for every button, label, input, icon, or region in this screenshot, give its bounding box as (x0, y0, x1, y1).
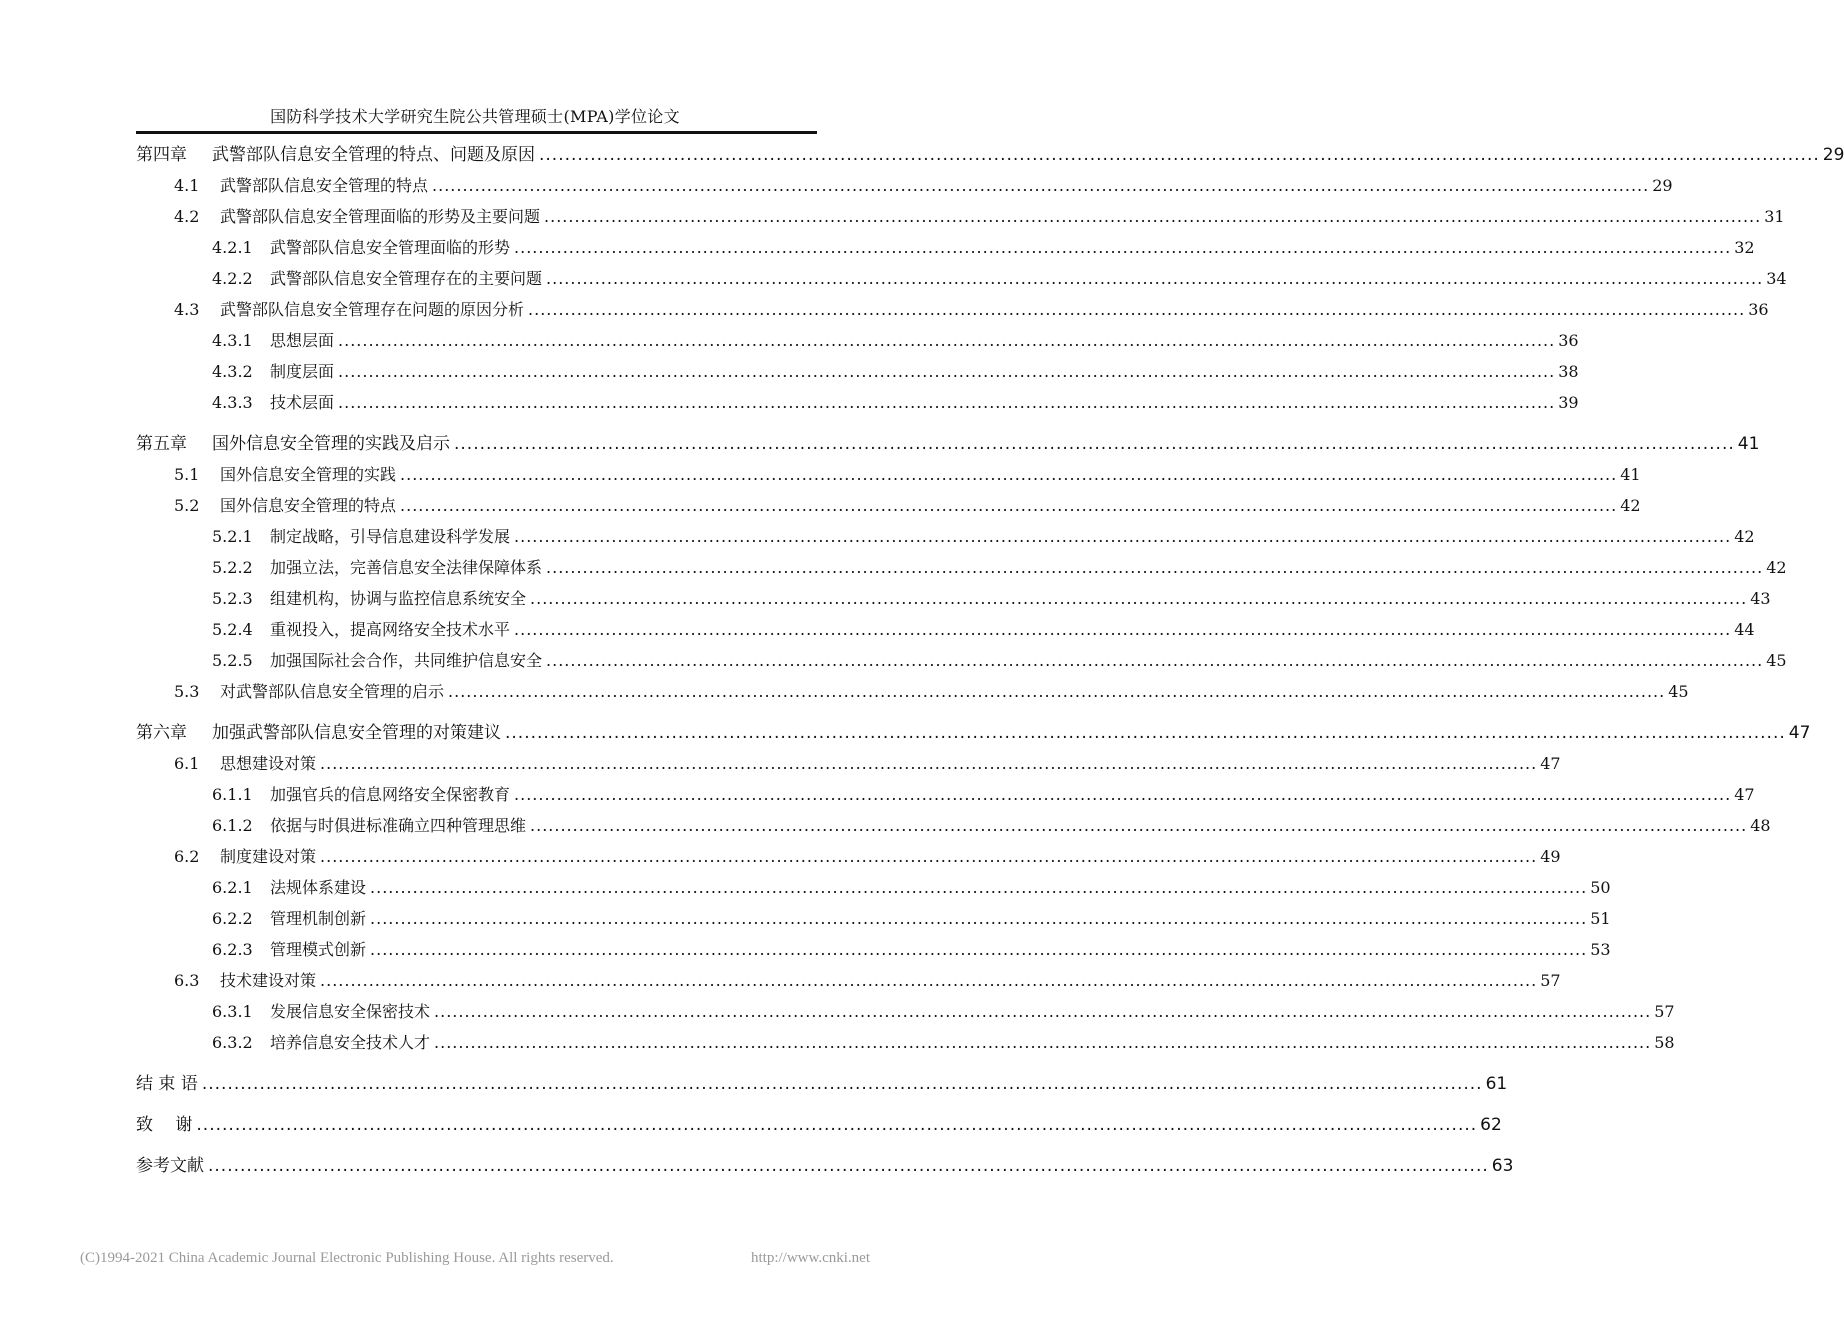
toc-entry[interactable] (212, 360, 1579, 384)
dot-leader: ........................................................................................................................................................................................................ (514, 527, 1732, 546)
toc-entry[interactable] (212, 1031, 1675, 1055)
copyright-notice: (C)1994-2021 China Academic Journal Electronic Publishing House. All rights reserved. (80, 1250, 614, 1266)
toc-entry[interactable] (212, 649, 1787, 673)
toc-entry-title: 管理模式创新 (270, 940, 367, 959)
toc-entry[interactable] (212, 267, 1787, 291)
toc-entry-title: 制度建设对策 (220, 847, 317, 866)
toc-entry-number: 5.1 (174, 465, 200, 484)
toc-entry[interactable] (212, 1000, 1675, 1024)
toc-entry[interactable] (212, 587, 1771, 611)
toc-entry[interactable] (136, 721, 1811, 745)
toc-entry[interactable] (136, 1154, 1514, 1178)
toc-entry-number: 第六章 (136, 723, 187, 743)
toc-entry-number: 5.2.2 (212, 558, 253, 577)
dot-leader: ........................................................................................................................................................................................................ (514, 620, 1732, 639)
toc-entry-page: 57 (1654, 1002, 1675, 1021)
dot-leader: ........................................................................................................................................................................................................ (505, 723, 1786, 743)
dot-leader: ........................................................................................................................................................................................................ (528, 300, 1746, 319)
toc-entry-page: 47 (1540, 754, 1561, 773)
toc-entry-title: 思想建设对策 (220, 754, 317, 773)
toc-entry[interactable] (174, 969, 1561, 993)
toc-entry[interactable] (212, 783, 1755, 807)
toc-entry-page: 49 (1540, 847, 1561, 866)
toc-entry-title: 依据与时俱进标准确立四种管理思维 (270, 816, 527, 835)
toc-entry-title: 对武警部队信息安全管理的启示 (220, 682, 445, 701)
toc-entry-page: 31 (1764, 207, 1785, 226)
toc-entry-title: 培养信息安全技术人才 (270, 1033, 431, 1052)
toc-entry[interactable] (174, 845, 1561, 869)
toc-entry[interactable] (212, 236, 1755, 260)
dot-leader: ........................................................................................................................................................................................................ (454, 434, 1735, 454)
toc-entry-number: 4.3 (174, 300, 200, 319)
dot-leader: ........................................................................................................................................................................................................ (434, 1002, 1652, 1021)
toc-entry-page: 41 (1620, 465, 1641, 484)
toc-entry[interactable] (174, 174, 1673, 198)
toc-entry-title: 法规体系建设 (270, 878, 367, 897)
dot-leader: ........................................................................................................................................................................................................ (544, 207, 1762, 226)
toc-entry-page: 45 (1766, 651, 1787, 670)
toc-entry-number: 第四章 (136, 145, 187, 165)
toc-entry-number: 4.2.1 (212, 238, 253, 257)
toc-entry-title: 发展信息安全保密技术 (270, 1002, 431, 1021)
dot-leader: ........................................................................................................................................................................................................ (338, 362, 1556, 381)
toc-entry-page: 38 (1558, 362, 1579, 381)
toc-entry-number: 5.2.1 (212, 527, 253, 546)
toc-entry[interactable] (174, 298, 1769, 322)
toc-entry-page: 41 (1737, 434, 1760, 454)
toc-entry-number: 6.1.2 (212, 816, 253, 835)
dot-leader: ........................................................................................................................................................................................................ (530, 589, 1748, 608)
toc-entry-number: 6.1 (174, 754, 200, 773)
toc-entry-page: 42 (1766, 558, 1787, 577)
toc-entry-number: 6.1.1 (212, 785, 253, 804)
toc-entry-page: 44 (1734, 620, 1755, 639)
dot-leader: ........................................................................................................................................................................................................ (546, 269, 1764, 288)
toc-entry-page: 62 (1480, 1115, 1502, 1135)
dot-leader: ........................................................................................................................................................................................................ (338, 393, 1556, 412)
toc-entry-number: 5.2.3 (212, 589, 253, 608)
dot-leader: ........................................................................................................................................................................................................ (370, 909, 1588, 928)
toc-entry-page: 36 (1748, 300, 1769, 319)
toc-entry-page: 57 (1540, 971, 1561, 990)
toc-entry-number: 4.2 (174, 207, 200, 226)
toc-entry-title: 加强官兵的信息网络安全保密教育 (270, 785, 511, 804)
toc-entry[interactable] (212, 525, 1755, 549)
toc-entry-title: 加强立法，完善信息安全法律保障体系 (270, 558, 543, 577)
toc-entry-number: 6.2 (174, 847, 200, 866)
toc-entry-number: 6.3.2 (212, 1033, 253, 1052)
toc-entry-page: 47 (1788, 723, 1811, 743)
toc-entry-title: 国外信息安全管理的实践 (220, 465, 397, 484)
toc-entry-page: 58 (1654, 1033, 1675, 1052)
toc-entry-number: 4.2.2 (212, 269, 253, 288)
toc-entry-title: 技术建设对策 (220, 971, 317, 990)
toc-entry-title: 武警部队信息安全管理的特点、问题及原因 (212, 145, 535, 165)
toc-entry-title: 武警部队信息安全管理存在问题的原因分析 (220, 300, 525, 319)
toc-entry-title: 武警部队信息安全管理面临的形势 (270, 238, 511, 257)
toc-entry-number: 6.2.2 (212, 909, 253, 928)
toc-entry-title: 加强武警部队信息安全管理的对策建议 (212, 723, 501, 743)
toc-entry-number: 6.3 (174, 971, 200, 990)
toc-entry-title: 制定战略，引导信息建设科学发展 (270, 527, 511, 546)
toc-entry[interactable] (174, 752, 1561, 776)
source-url: http://www.cnki.net (750, 1250, 870, 1266)
dot-leader: ........................................................................................................................................................................................................ (370, 940, 1588, 959)
dot-leader: ........................................................................................................................................................................................................ (546, 651, 1764, 670)
dot-leader: ........................................................................................................................................................................................................ (546, 558, 1764, 577)
toc-entry-page: 48 (1750, 816, 1771, 835)
toc-entry[interactable] (212, 556, 1787, 580)
toc-entry-title: 组建机构，协调与监控信息系统安全 (270, 589, 527, 608)
toc-entry-page: 39 (1558, 393, 1579, 412)
running-header: 国防科学技术大学研究生院公共管理硕士(MPA)学位论文 (270, 107, 680, 126)
dot-leader: ........................................................................................................................................................................................................ (370, 878, 1588, 897)
toc-entry-page: 42 (1620, 496, 1641, 515)
toc-entry-title: 致 谢 (136, 1115, 193, 1135)
toc-entry-title: 武警部队信息安全管理的特点 (220, 176, 429, 195)
dot-leader: ........................................................................................................................................................................................................ (539, 145, 1820, 165)
toc-entry-page: 29 (1822, 145, 1844, 165)
toc-entry-page: 47 (1734, 785, 1755, 804)
toc-entry-number: 4.3.3 (212, 393, 253, 412)
toc-entry[interactable] (212, 907, 1611, 931)
toc-entry-title: 制度层面 (270, 362, 335, 381)
toc-entry[interactable] (136, 143, 1844, 167)
toc-entry[interactable] (212, 391, 1579, 415)
dot-leader: ........................................................................................................................................................................................................ (514, 785, 1732, 804)
toc-entry-number: 5.2.4 (212, 620, 253, 639)
dot-leader: ........................................................................................................................................................................................................ (320, 847, 1538, 866)
toc-entry[interactable] (212, 814, 1771, 838)
toc-entry[interactable] (212, 618, 1755, 642)
toc-entry-number: 第五章 (136, 434, 187, 454)
toc-entry-page: 32 (1734, 238, 1755, 257)
toc-entry[interactable] (174, 205, 1785, 229)
toc-entry-title: 国外信息安全管理的实践及启示 (212, 434, 450, 454)
dot-leader: ........................................................................................................................................................................................................ (400, 496, 1618, 515)
dot-leader: ........................................................................................................................................................................................................ (432, 176, 1650, 195)
toc-entry-title: 思想层面 (270, 331, 335, 350)
dot-leader: ........................................................................................................................................................................................................ (514, 238, 1732, 257)
header-divider (136, 131, 817, 134)
toc-entry-number: 6.2.1 (212, 878, 253, 897)
dot-leader: ........................................................................................................................................................................................................ (448, 682, 1666, 701)
dot-leader: ........................................................................................................................................................................................................ (400, 465, 1618, 484)
dot-leader: ........................................................................................................................................................................................................ (201, 1074, 1483, 1094)
footer (80, 1250, 870, 1267)
dot-leader: ........................................................................................................................................................................................................ (338, 331, 1556, 350)
toc-entry-page: 42 (1734, 527, 1755, 546)
toc-entry-number: 4.3.1 (212, 331, 253, 350)
toc-entry-number: 4.3.2 (212, 362, 253, 381)
toc-entry-title: 国外信息安全管理的特点 (220, 496, 397, 515)
toc-entry[interactable] (212, 329, 1579, 353)
toc-entry-page: 29 (1652, 176, 1673, 195)
toc-entry-page: 43 (1750, 589, 1771, 608)
toc-entry-number: 5.3 (174, 682, 200, 701)
toc-entry-number: 6.3.1 (212, 1002, 253, 1021)
toc-entry-page: 61 (1485, 1074, 1508, 1094)
toc-entry[interactable] (136, 1113, 1502, 1137)
toc-entry[interactable] (212, 876, 1611, 900)
dot-leader: ........................................................................................................................................................................................................ (320, 754, 1538, 773)
toc-entry-page: 50 (1590, 878, 1611, 897)
toc-entry-number: 5.2.5 (212, 651, 253, 670)
toc-entry-page: 53 (1590, 940, 1611, 959)
dot-leader: ........................................................................................................................................................................................................ (530, 816, 1748, 835)
toc-entry-title: 重视投入，提高网络安全技术水平 (270, 620, 511, 639)
toc-entry-page: 51 (1590, 909, 1611, 928)
toc-entry-page: 36 (1558, 331, 1579, 350)
toc-entry-page: 34 (1766, 269, 1787, 288)
toc-entry-number: 4.1 (174, 176, 200, 195)
toc-entry-title: 结 束 语 (136, 1074, 198, 1094)
dot-leader: ........................................................................................................................................................................................................ (196, 1115, 1478, 1135)
toc-entry-page: 63 (1491, 1156, 1514, 1176)
toc-entry[interactable] (136, 1072, 1508, 1096)
toc-entry-title: 加强国际社会合作，共同维护信息安全 (270, 651, 543, 670)
toc-entry[interactable] (212, 938, 1611, 962)
dot-leader: ........................................................................................................................................................................................................ (320, 971, 1538, 990)
toc-entry[interactable] (136, 432, 1760, 456)
toc-entry-title: 武警部队信息安全管理面临的形势及主要问题 (220, 207, 541, 226)
toc-entry-title: 参考文献 (136, 1156, 204, 1176)
toc-entry[interactable] (174, 494, 1641, 518)
dot-leader: ........................................................................................................................................................................................................ (208, 1156, 1489, 1176)
toc-entry-title: 管理机制创新 (270, 909, 367, 928)
toc-entry-title: 武警部队信息安全管理存在的主要问题 (270, 269, 543, 288)
toc-entry[interactable] (174, 463, 1641, 487)
toc-entry-title: 技术层面 (270, 393, 335, 412)
dot-leader: ........................................................................................................................................................................................................ (434, 1033, 1652, 1052)
toc-entry-number: 5.2 (174, 496, 200, 515)
toc-entry[interactable] (174, 680, 1689, 704)
toc-entry-page: 45 (1668, 682, 1689, 701)
toc-entry-number: 6.2.3 (212, 940, 253, 959)
